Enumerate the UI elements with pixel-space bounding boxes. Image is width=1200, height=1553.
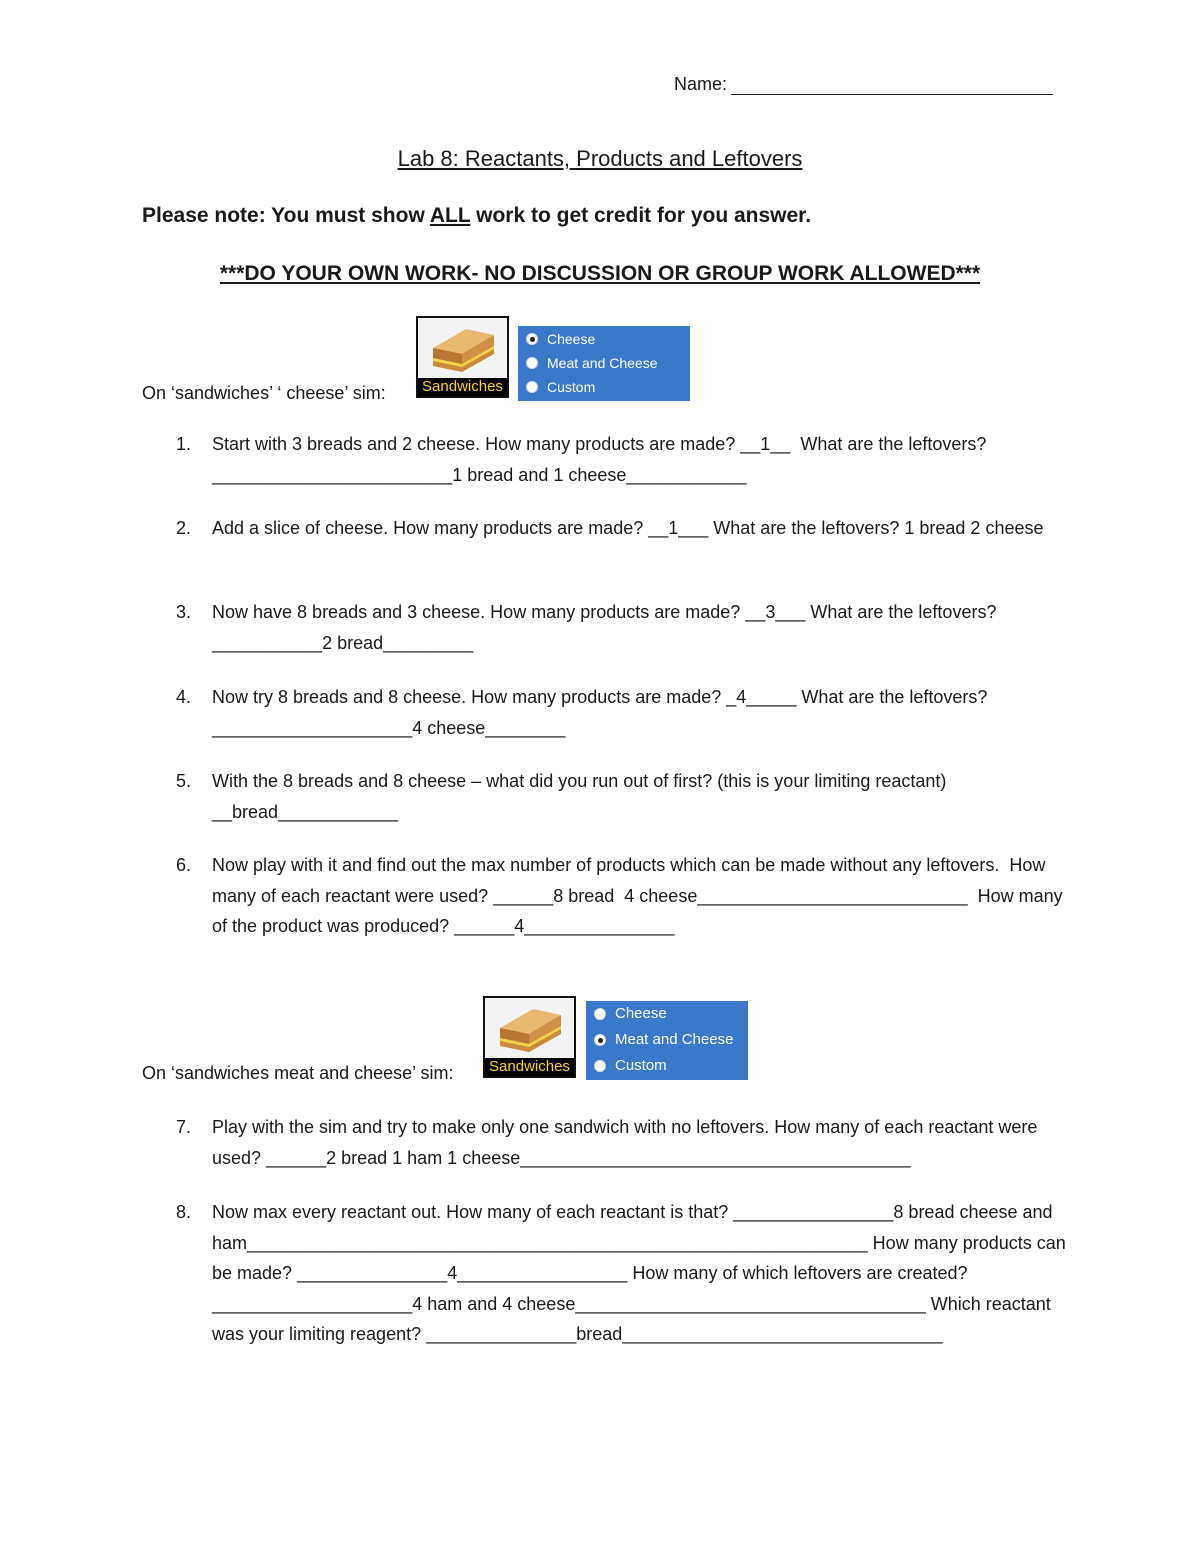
- question-text: Start with 3 breads and 2 cheese. How many products are made? __1__ What are the leftovers? ________________________1 bread and 1 cheese____________: [212, 434, 992, 485]
- sim1-radio-custom[interactable]: Custom: [526, 379, 595, 395]
- question-text: Now play with it and find out the max number of products which can be made without any leftovers. How many of each reactant were used? ______8 bread 4 cheese___________________________ How many of the product was produced? ______4_______________: [212, 855, 1068, 936]
- question-number: 4.: [176, 687, 192, 707]
- question-number: 7.: [176, 1117, 192, 1137]
- sim1-sandwiches-icon: [416, 316, 509, 398]
- sim2-sandwiches-icon: [483, 996, 576, 1078]
- question-7: [176, 1112, 1066, 1173]
- question-number: 6.: [176, 855, 192, 875]
- note-suffix: work to get credit for you answer.: [470, 204, 812, 227]
- radio-unselected-icon[interactable]: [526, 357, 538, 369]
- sim1-mode-radio-group[interactable]: [518, 326, 690, 401]
- note-prefix: Please note: You must show: [142, 204, 430, 227]
- sim2-radio-meat-and-cheese[interactable]: Meat and Cheese: [594, 1031, 733, 1048]
- credit-note: [142, 204, 811, 228]
- question-text: Now try 8 breads and 8 cheese. How many products are made? _4_____ What are the leftovers? ____________________4 cheese________: [212, 687, 993, 738]
- radio-unselected-icon[interactable]: [594, 1008, 606, 1020]
- sim1-caption: Sandwiches: [418, 378, 507, 396]
- question-text: Now have 8 breads and 3 cheese. How many products are made? __3___ What are the leftovers? ___________2 bread_________: [212, 602, 1002, 653]
- sim2-caption: Sandwiches: [485, 1058, 574, 1076]
- radio-unselected-icon[interactable]: [526, 381, 538, 393]
- name-field-row: [674, 74, 1053, 95]
- question-6: [176, 850, 1066, 942]
- question-1: [176, 429, 1066, 490]
- sim2-label: On ‘sandwiches meat and cheese’ sim:: [142, 1063, 454, 1083]
- question-number: 2.: [176, 518, 192, 538]
- name-label: Name:: [674, 74, 728, 94]
- question-3: [176, 597, 1066, 658]
- radio-selected-icon[interactable]: [526, 333, 538, 345]
- radio-unselected-icon[interactable]: [594, 1060, 606, 1072]
- question-number: 5.: [176, 771, 192, 791]
- question-text: Now max every reactant out. How many of each reactant is that? ________________8 bread cheese and ham______________________________________________________________ How many products can be made? _______________4_________________ How many of which leftovers are created? ____________________4 ham and 4 cheese___________________________________ Which reactant was your limiting reagent? _______________bread________________________________: [212, 1202, 1071, 1344]
- sandwich-icon: [428, 324, 498, 376]
- sim2-mode-radio-group[interactable]: [586, 1001, 748, 1080]
- question-text: With the 8 breads and 8 cheese – what did you run out of first? (this is your limiting reactant) __bread____________: [212, 771, 952, 822]
- question-text: Play with the sim and try to make only one sandwich with no leftovers. How many of each reactant were used? ______2 bread 1 ham 1 cheese_______________________________________: [212, 1117, 1043, 1168]
- sim2-radio-custom[interactable]: Custom: [594, 1057, 667, 1074]
- question-text: Add a slice of cheese. How many products are made? __1___ What are the leftovers? 1 bread 2 cheese: [212, 518, 1044, 538]
- sim1-radio-cheese[interactable]: Cheese: [526, 331, 595, 347]
- question-5: [176, 766, 1066, 827]
- note-emphasis: ALL: [429, 204, 471, 227]
- name-blank-line[interactable]: [731, 74, 1053, 95]
- question-number: 1.: [176, 434, 192, 454]
- question-8: [176, 1197, 1071, 1350]
- own-work-warning: ***DO YOUR OWN WORK- NO DISCUSSION OR GROUP WORK ALLOWED***: [219, 262, 981, 285]
- question-number: 3.: [176, 602, 192, 622]
- question-number: 8.: [176, 1202, 192, 1222]
- page-title: Lab 8: Reactants, Products and Leftovers: [397, 146, 803, 171]
- radio-selected-icon[interactable]: [594, 1034, 606, 1046]
- question-4: [176, 682, 1066, 743]
- sim1-label: On ‘sandwiches’ ‘ cheese’ sim:: [142, 383, 386, 403]
- sim2-radio-cheese[interactable]: Cheese: [594, 1005, 667, 1022]
- sandwich-icon: [495, 1004, 565, 1056]
- sim1-radio-meat-and-cheese[interactable]: Meat and Cheese: [526, 355, 658, 371]
- question-2: [176, 513, 1066, 544]
